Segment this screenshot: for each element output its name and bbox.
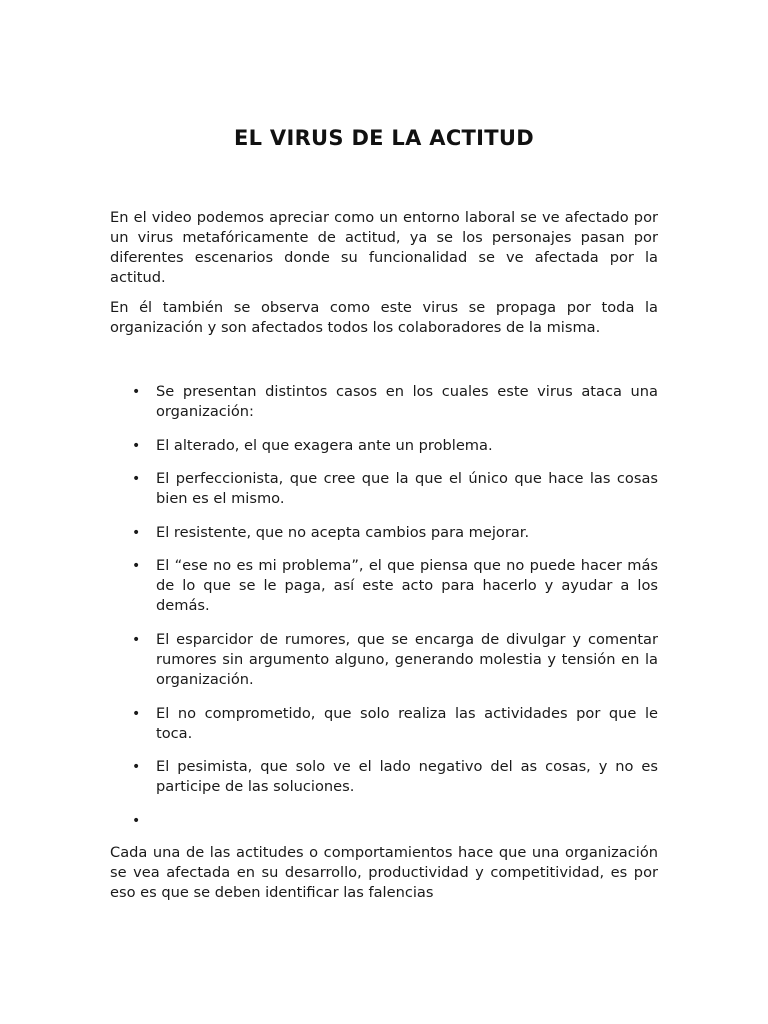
spread-paragraph: En él también se observa como este virus se propaga por toda la organización y son afectados todos los colaboradores de la misma.: [110, 299, 658, 336]
conclusion-paragraph: Cada una de las actitudes o comportamientos hace que una organización se vea afectada en su desarrollo, productividad y competitividad, es por eso es que se deben identificar las falencias: [110, 844, 658, 901]
bullet-icon: •: [132, 558, 141, 575]
intro-paragraph: En el video podemos apreciar como un entorno laboral se ve afectado por un virus metafóricamente de actitud, ya se los personajes pasan por diferentes escenarios donde su funcionalidad se ve afectada por la actitud.: [110, 209, 658, 286]
bullet-item: [110, 630, 658, 690]
bullet-text: El no comprometido, que solo realiza las actividades por que le toca.: [156, 704, 658, 742]
bullet-item: [110, 556, 658, 616]
bullet-text: El perfeccionista, que cree que la que el único que hace las cosas bien es el mismo.: [156, 470, 658, 508]
bullet-text: El alterado, el que exagera ante un problema.: [156, 436, 493, 454]
bullet-text: El esparcidor de rumores, que se encarga de divulgar y comentar rumores sin argumento alguno, generando molestia y tensión en la organización.: [156, 630, 658, 688]
bullet-icon: •: [132, 524, 141, 541]
bullet-icon: •: [132, 759, 141, 776]
bullet-text: El “ese no es mi problema”, el que piensa que no puede hacer más de lo que se le paga, así este acto para hacerlo y ayudar a los demás.: [156, 557, 658, 615]
document-title: EL VIRUS DE LA ACTITUD: [233, 126, 534, 150]
bullet-icon: •: [132, 631, 141, 648]
bullet-item: [110, 382, 658, 422]
bullet-text: Se presentan distintos casos en los cuales este virus ataca una organización:: [156, 383, 658, 420]
bullet-item: [110, 523, 658, 543]
bullet-item-empty: [110, 811, 658, 831]
bullet-text: El pesimista, que solo ve el lado negativo del as cosas, y no es participe de las soluciones.: [156, 758, 658, 796]
bullet-icon: •: [132, 437, 141, 454]
bullet-list: [110, 382, 658, 844]
bullet-icon: •: [132, 471, 141, 488]
bullet-icon: •: [132, 812, 141, 829]
bullet-item: [110, 469, 658, 509]
bullet-item: [110, 704, 658, 744]
bullet-item: [110, 436, 658, 456]
bullet-icon: •: [132, 705, 141, 722]
bullet-item: [110, 757, 658, 797]
bullet-icon: •: [132, 384, 141, 400]
bullet-text: El resistente, que no acepta cambios para mejorar.: [156, 523, 530, 541]
